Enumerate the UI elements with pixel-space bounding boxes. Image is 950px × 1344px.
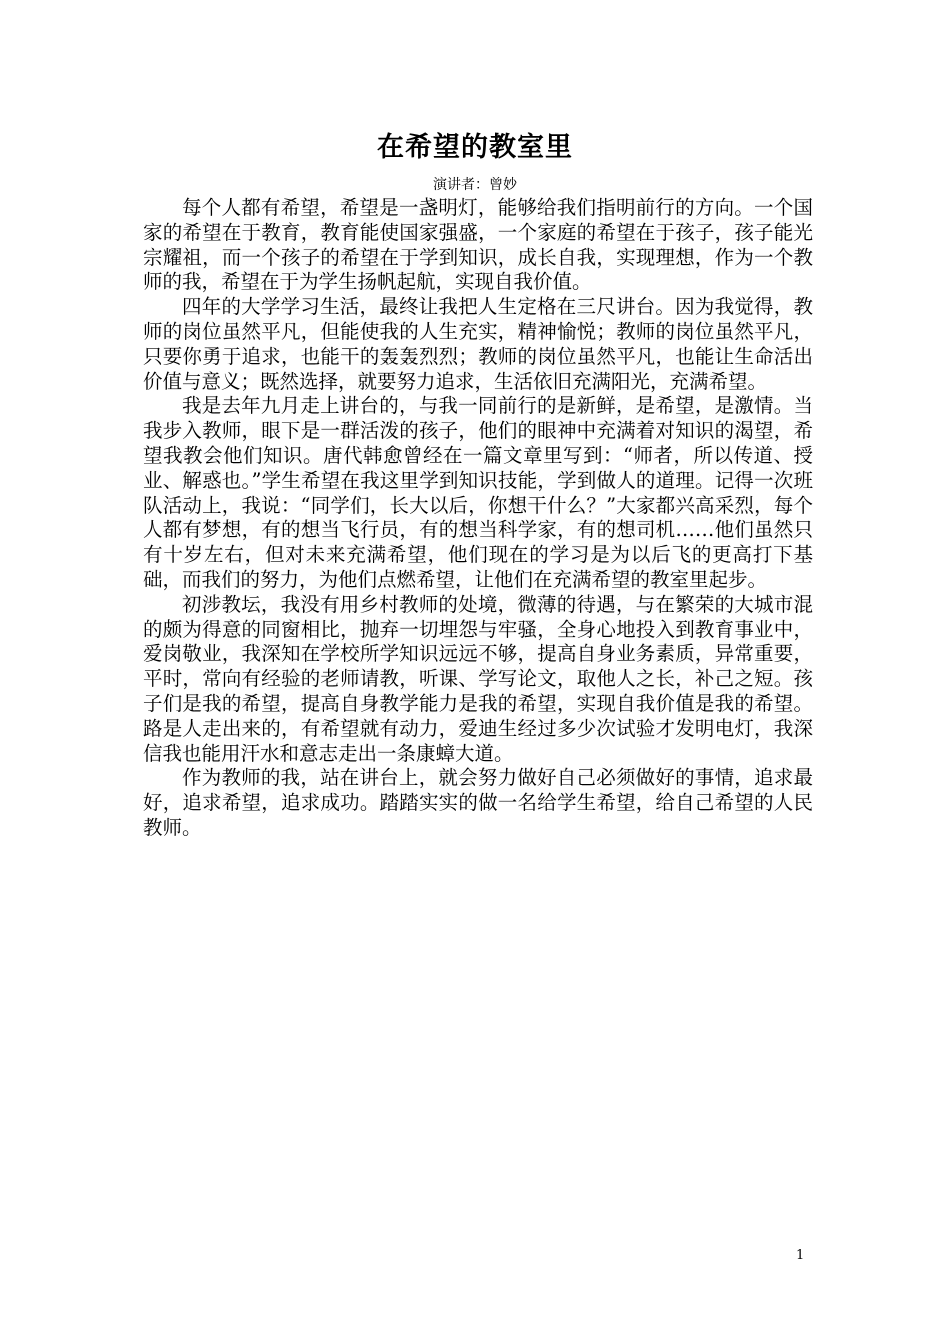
document-title: 在希望的教室里	[377, 132, 573, 163]
paragraph: 每个人都有希望，希望是一盏明灯，能够给我们指明前行的方向。一个国家的希望在于教育，教育能使国家强盛，一个家庭的希望在于孩子，孩子能光宗耀祖，而一个孩子的希望在于学到知识，成长自我，实现理想，作为一个教师的我，希望在于为学生扬帆起航，实现自我价值。	[143, 196, 813, 294]
paragraph: 我是去年九月走上讲台的，与我一同前行的是新鲜，是希望，是激情。当我步入教师，眼下是一群活泼的孩子，他们的眼神中充满着对知识的渴望，希望我教会他们知识。唐代韩愈曾经在一篇文章里写到：“师者，所以传道、授业、解惑也。”学生希望在我这里学到知识技能，学到做人的道理。记得一次班队活动上，我说：“同学们，长大以后，你想干什么？”大家都兴高采烈，每个人都有梦想，有的想当飞行员，有的想当科学家，有的想司机……他们虽然只有十岁左右，但对未来充满希望，他们现在的学习是为以后飞的更高打下基础，而我们的努力，为他们点燃希望，让他们在充满希望的教室里起步。	[143, 394, 813, 591]
paragraph: 初涉教坛，我没有用乡村教师的处境，微薄的待遇，与在繁荣的大城市混的颇为得意的同窗相比，抛弃一切埋怨与牢骚，全身心地投入到教育事业中，爱岗敬业，我深知在学校所学知识远远不够，提高自身业务素质，异常重要，平时，常向有经验的老师请教，听课、学写论文，取他人之长，补己之短。孩子们是我的希望，提高自身教学能力是我的希望，实现自我价值是我的希望。路是人走出来的，有希望就有动力，爱迪生经过多少次试验才发明电灯，我深信我也能用汗水和意志走出一条康蟑大道。	[143, 592, 813, 765]
paragraph: 四年的大学学习生活，最终让我把人生定格在三尺讲台。因为我觉得，教师的岗位虽然平凡，但能使我的人生充实，精神愉悦；教师的岗位虽然平凡，只要你勇于追求，也能干的轰轰烈烈；教师的岗位虽然平凡，也能让生命活出价值与意义；既然选择，就要努力追求，生活依旧充满阳光，充满希望。	[143, 295, 813, 393]
speech-body	[143, 196, 813, 841]
page-number: 1	[796, 1248, 805, 1263]
speaker-line: 演讲者：曾妙	[433, 177, 517, 193]
paragraph: 作为教师的我，站在讲台上，就会努力做好自己必须做好的事情，追求最好，追求希望，追求成功。踏踏实实的做一名给学生希望，给自己希望的人民教师。	[143, 766, 813, 839]
